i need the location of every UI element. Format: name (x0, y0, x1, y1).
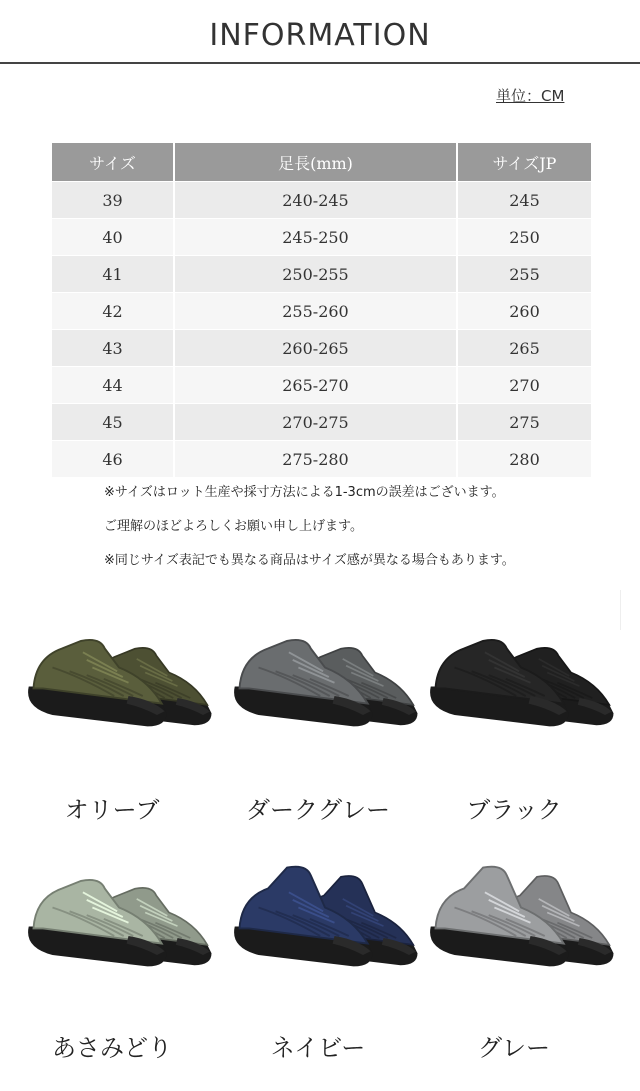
color-name: あさみどり (52, 1034, 172, 1062)
cell-foot-length: 250-255 (174, 256, 457, 293)
cell-size-jp: 280 (457, 441, 591, 478)
note-line: ※同じサイズ表記でも異なる商品はサイズ感が異なる場合もあります。 (104, 553, 515, 568)
cell-size: 44 (52, 367, 174, 404)
cell-foot-length: 240-245 (174, 182, 457, 219)
cell-size: 39 (52, 182, 174, 219)
cell-foot-length: 245-250 (174, 219, 457, 256)
table-row (52, 293, 591, 330)
column-header-foot-length: 足長(mm) (174, 143, 457, 182)
cell-foot-length: 275-280 (174, 441, 457, 478)
cell-foot-length: 260-265 (174, 330, 457, 367)
color-option-grey[interactable] (414, 850, 614, 1062)
cell-size-jp: 275 (457, 404, 591, 441)
table-row (52, 367, 591, 404)
cell-foot-length: 270-275 (174, 404, 457, 441)
cell-size: 45 (52, 404, 174, 441)
title-divider (0, 62, 640, 64)
color-name: オリーブ (64, 796, 160, 824)
size-table (52, 143, 591, 477)
cell-foot-length: 265-270 (174, 367, 457, 404)
cell-size-jp: 260 (457, 293, 591, 330)
page-title: INFORMATION (209, 18, 431, 53)
column-header-size-jp: サイズJP (457, 143, 591, 182)
table-row (52, 256, 591, 293)
cell-foot-length: 255-260 (174, 293, 457, 330)
unit-label: 単位：CM (496, 87, 565, 105)
shoe-image (218, 610, 418, 760)
shoe-image (218, 850, 418, 1000)
note-line: ご理解のほどよろしくお願い申し上げます。 (104, 519, 363, 534)
shoe-image (12, 850, 212, 1000)
color-name: ダークグレー (246, 796, 390, 824)
cell-size-jp: 245 (457, 182, 591, 219)
color-option-olive[interactable] (12, 610, 212, 824)
size-notes (104, 482, 515, 584)
shoe-image (12, 610, 212, 760)
color-option-light-green[interactable] (12, 850, 212, 1062)
color-option-black[interactable] (414, 610, 614, 824)
column-header-size: サイズ (52, 143, 174, 182)
note-line: ※サイズはロット生産や採寸方法による1-3cmの誤差はございます。 (104, 485, 505, 500)
cell-size-jp: 265 (457, 330, 591, 367)
cell-size: 41 (52, 256, 174, 293)
cell-size-jp: 255 (457, 256, 591, 293)
cell-size: 42 (52, 293, 174, 330)
color-name: グレー (478, 1034, 550, 1062)
cell-size: 40 (52, 219, 174, 256)
table-row (52, 219, 591, 256)
cell-size-jp: 250 (457, 219, 591, 256)
color-option-navy[interactable] (218, 850, 418, 1062)
cell-size: 43 (52, 330, 174, 367)
table-row (52, 404, 591, 441)
shoe-image (414, 610, 614, 760)
color-name: ネイビー (270, 1034, 366, 1062)
table-row (52, 441, 591, 478)
shoe-image (414, 850, 614, 1000)
color-name: ブラック (466, 796, 562, 824)
table-header-row (52, 143, 591, 182)
cell-size: 46 (52, 441, 174, 478)
cell-size-jp: 270 (457, 367, 591, 404)
color-option-dark-grey[interactable] (218, 610, 418, 824)
table-row (52, 182, 591, 219)
table-row (52, 330, 591, 367)
